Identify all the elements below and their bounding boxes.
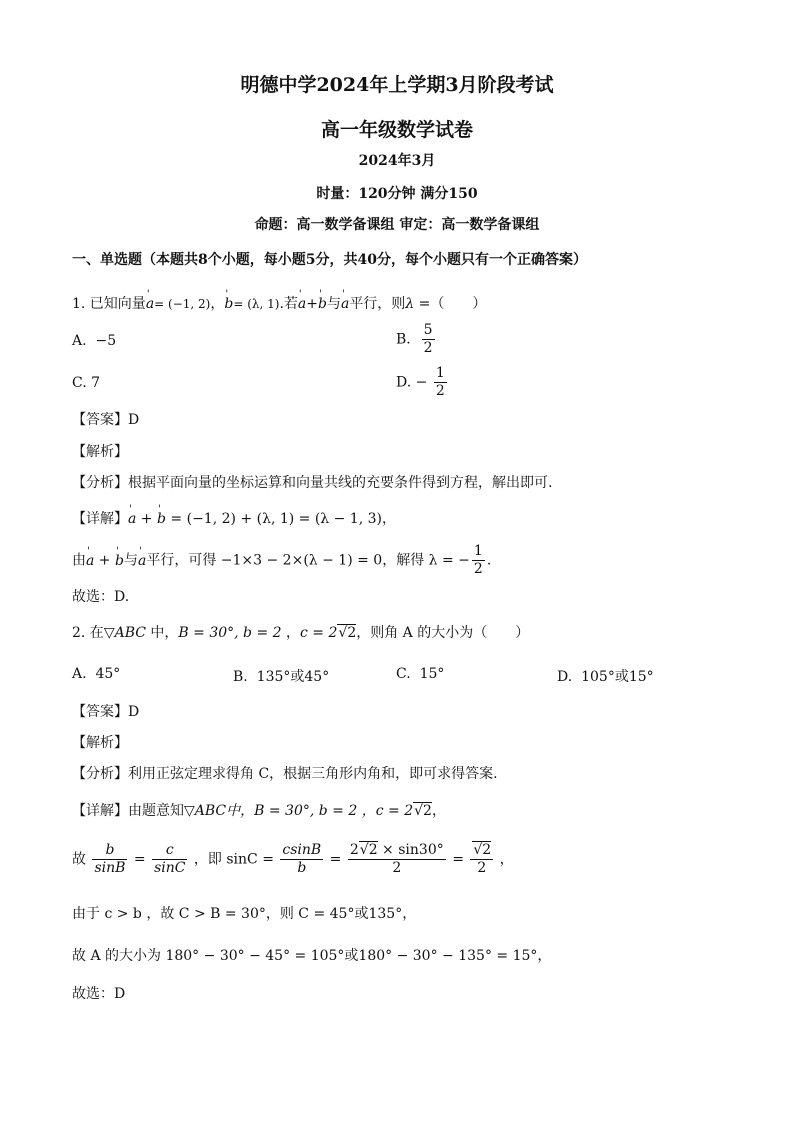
q1-jiexi: 【解析】	[72, 444, 128, 460]
section-heading: 一、单选题（本题共8个小题，每小题5分，共40分，每个小题只有一个正确答案）	[72, 252, 587, 268]
vector-b: ' b	[224, 294, 233, 314]
q1-option-a: A. −5	[72, 333, 117, 349]
q1-option-d: D. − $\frac{1}{2}$	[396, 365, 445, 399]
q2-option-b: B. 135°或45°	[233, 669, 330, 685]
q2-detail-line2: 故 $\frac{b}{\sin B}$ = $\frac{c}{\sin C}$ ，即 sinC = $\frac{csinB}{b}$ = $\frac{2√2 \times \sin 30^\circ}{2}$ = $\frac{√2}{2}$ ，	[72, 842, 514, 876]
q2-answer: 【答案】D	[72, 704, 140, 720]
exam-title: 明德中学2024年上学期3月阶段考试	[240, 74, 554, 96]
q1-detail: 【详解】' a + ' b = (−1, 2) + (λ, 1) = (λ − 1, 3)，	[72, 509, 396, 529]
q1-analysis: 【分析】根据平面向量的坐标运算和向量共线的充要条件得到方程，解出即可.	[72, 475, 553, 491]
exam-subtitle: 高一年级数学试卷	[320, 119, 473, 141]
q2-analysis: 【分析】利用正弦定理求得角 C，根据三角形内角和，即可求得答案.	[72, 766, 498, 782]
q2-detail: 【详解】由题意知▽ABC中，B = 30°, b = 2 ，c = 2√2，	[72, 803, 446, 819]
q1-option-c: C. 7	[72, 375, 101, 391]
q1-detail-line2: 由' a + ' b与' a平行，可得 −1×3 − 2×(λ − 1) = 0，解得 λ = − $\frac{1}{2}$ .	[72, 543, 491, 578]
q1-option-b: B. $\frac{5}{2}$	[396, 322, 433, 356]
q2-option-a: A. 45°	[72, 666, 121, 682]
exam-time-score: 时量：120分钟 满分150	[316, 186, 478, 202]
exam-date: 2024年3月	[358, 153, 436, 169]
question-1-stem: 1. 已知向量' a= (−1, 2)，' b= (λ, 1).若' a+' b与' a平行，则λ =（ ）	[72, 294, 486, 314]
vector-a: ' a	[146, 294, 154, 314]
q2-option-d: D. 105°或15°	[557, 669, 654, 685]
q2-conclusion: 故选：D	[72, 986, 126, 1002]
q2-jiexi: 【解析】	[72, 735, 128, 751]
question-2-stem: 2. 在▽ABC 中，B = 30°, b = 2 ，c = 2√2，则角 A 的大小为（ ）	[72, 625, 530, 641]
q1-answer: 【答案】D	[72, 412, 140, 428]
exam-authors: 命题：高一数学备课组 审定：高一数学备课组	[254, 217, 540, 233]
q2-detail-line4: 故 A 的大小为 180° − 30° − 45° = 105°或180° − 30° − 135° = 15°，	[72, 948, 552, 964]
q2-option-c: C. 15°	[396, 666, 445, 682]
q2-detail-line3: 由于 c > b ，故 C > B = 30°，则 C = 45°或135°，	[72, 906, 417, 922]
q1-conclusion: 故选：D.	[72, 589, 130, 605]
